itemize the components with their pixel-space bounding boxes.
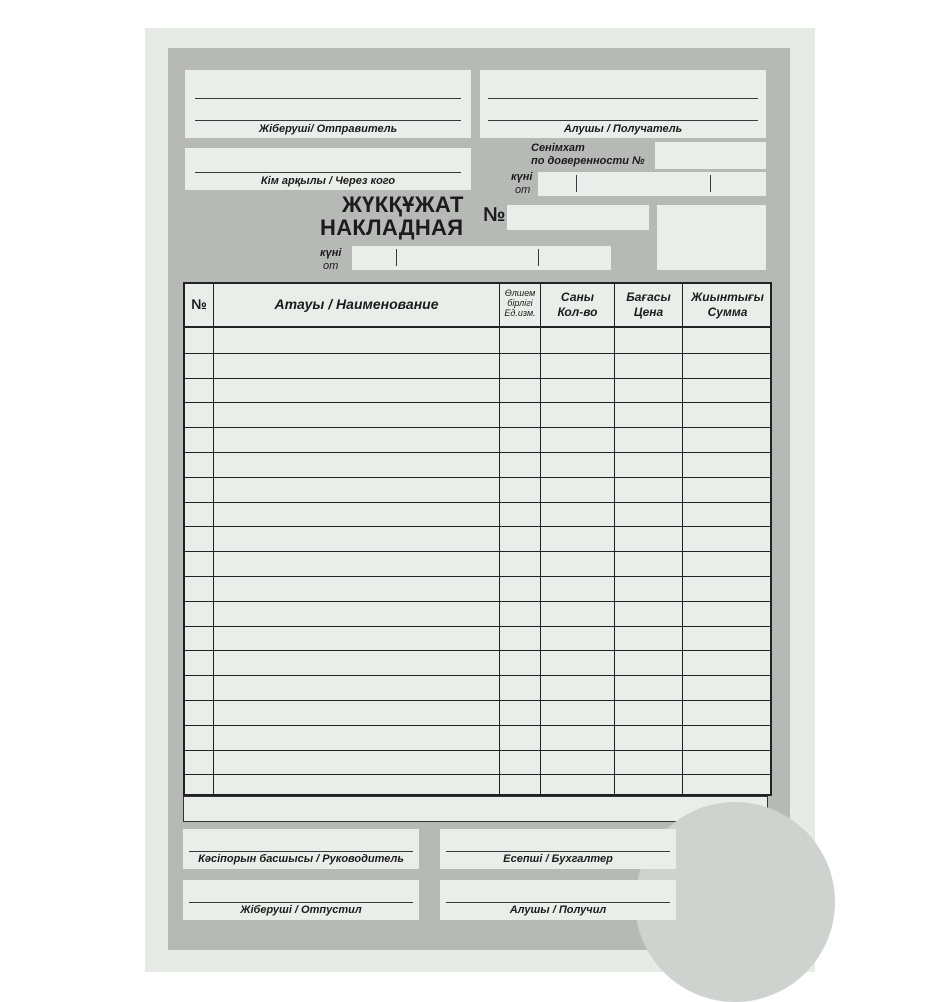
attorney-date-label-kz: күні	[511, 171, 533, 183]
waybill-date-label-kz: күні	[320, 247, 342, 259]
title-kz: ЖҮКҚҰЖАТ	[342, 192, 464, 217]
col-header-price	[615, 290, 682, 320]
table-row-line	[185, 650, 770, 651]
table-row-line	[185, 427, 770, 428]
col-header-unit-line2: бірлігі	[507, 298, 533, 308]
col-header-price-line2: Цена	[633, 305, 664, 319]
table-row-line	[185, 675, 770, 676]
table-row-line	[185, 601, 770, 602]
sender-field[interactable]	[185, 70, 471, 138]
col-header-qty	[541, 290, 614, 320]
table-row-line	[185, 402, 770, 403]
col-header-sum-line1: Жиынтығы	[691, 290, 764, 304]
accountant-caption: Есепші / Бухгалтер	[503, 853, 613, 865]
table-row-line	[185, 526, 770, 527]
attorney-label-kz: Сенімхат	[531, 142, 585, 154]
table-row-line	[185, 576, 770, 577]
waybill-date-label-ru: от	[323, 260, 339, 272]
director-caption: Кәсіпорын басшысы / Руководитель	[198, 853, 404, 865]
title-ru: НАКЛАДНАЯ	[320, 215, 464, 240]
table-row-line	[185, 551, 770, 552]
table-row-line	[185, 452, 770, 453]
items-table	[183, 282, 772, 796]
waybill-number-field[interactable]	[507, 205, 649, 230]
received-by-caption: Алушы / Получил	[509, 904, 607, 916]
col-header-name: Атауы / Наименование	[274, 296, 439, 312]
attorney-date-field[interactable]	[538, 172, 766, 196]
col-header-unit	[500, 288, 540, 318]
col-header-price-line1: Бағасы	[626, 290, 671, 304]
receiver-field[interactable]	[480, 70, 766, 138]
col-header-sum	[683, 290, 772, 320]
accountant-signature-field[interactable]	[440, 829, 676, 869]
table-row-line	[185, 353, 770, 354]
col-header-unit-line1: Өлшем	[504, 288, 536, 298]
table-row-line	[185, 378, 770, 379]
table-row-line	[185, 477, 770, 478]
table-row-line	[185, 774, 770, 775]
receiver-caption: Алушы / Получатель	[563, 123, 683, 135]
waybill-date-field[interactable]	[352, 246, 611, 270]
via-field[interactable]	[185, 148, 471, 190]
table-row-line	[185, 626, 770, 627]
waybill-number-sign: №	[483, 204, 506, 226]
table-row-line	[185, 725, 770, 726]
col-header-unit-line3: Ед.изм.	[504, 308, 536, 318]
col-header-sum-line2: Сумма	[707, 305, 748, 319]
col-header-number: №	[191, 296, 207, 312]
table-row-line	[185, 700, 770, 701]
via-caption: Кім арқылы / Через кого	[260, 175, 396, 187]
table-row-line	[185, 750, 770, 751]
received-by-signature-field[interactable]	[440, 880, 676, 920]
table-row-line	[185, 502, 770, 503]
attorney-label-ru: по доверенности №	[531, 155, 645, 167]
director-signature-field[interactable]	[183, 829, 419, 869]
released-by-signature-field[interactable]	[183, 880, 419, 920]
sender-caption: Жіберуші/ Отправитель	[258, 123, 398, 135]
attorney-date-label-ru: от	[515, 184, 531, 196]
col-header-qty-line2: Кол-во	[557, 305, 598, 319]
attorney-number-field[interactable]	[655, 142, 766, 169]
released-by-caption: Жіберуші / Отпустил	[240, 904, 362, 916]
col-header-qty-line1: Саны	[560, 290, 595, 304]
stamp-box	[657, 205, 766, 270]
